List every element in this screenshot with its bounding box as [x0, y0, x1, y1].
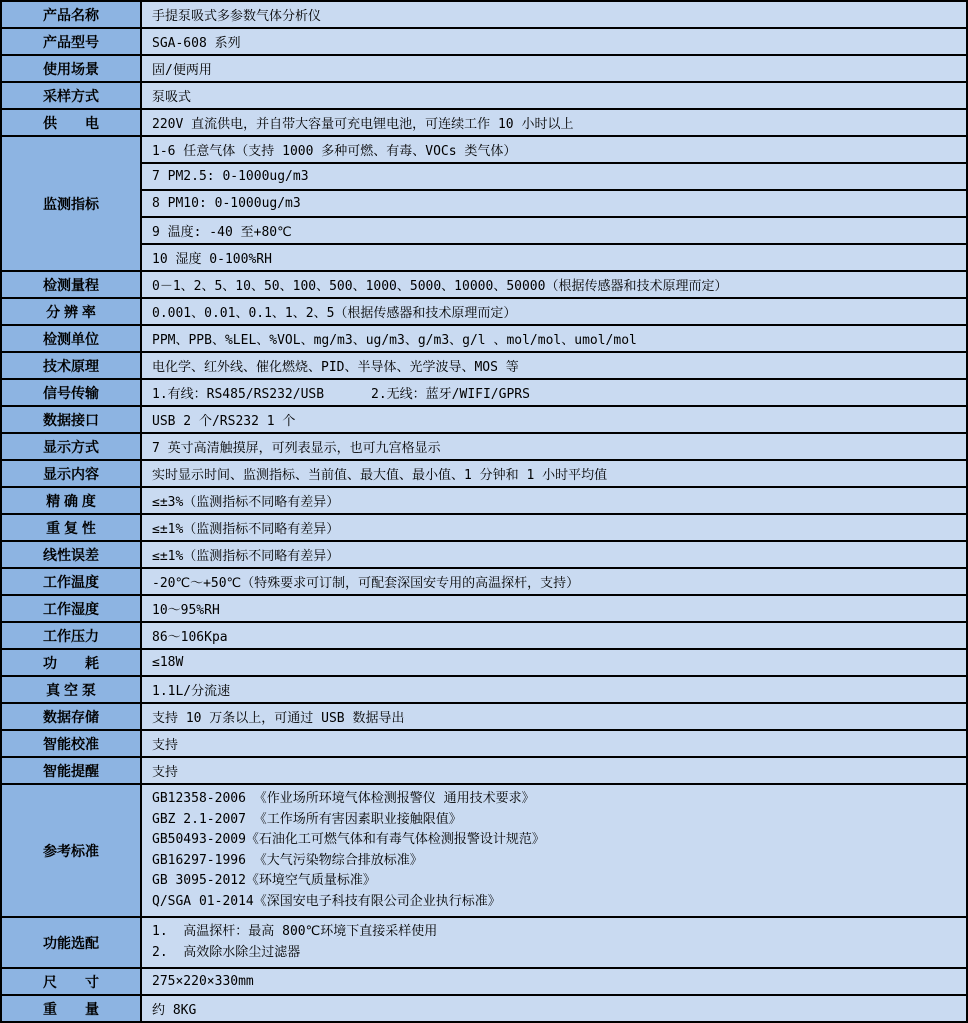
- spec-value: 9 温度: -40 至+80℃: [141, 217, 967, 244]
- spec-row: [1, 55, 967, 82]
- spec-value-line: GB16297-1996 《大气污染物综合排放标准》: [152, 852, 423, 868]
- spec-label: 分 辨 率: [1, 298, 141, 325]
- spec-label: 工作湿度: [1, 595, 141, 622]
- spec-label: 真 空 泵: [1, 676, 141, 703]
- spec-row: [1, 28, 967, 55]
- spec-label: 技术原理: [1, 352, 141, 379]
- spec-row: [1, 703, 967, 730]
- spec-value-line: GB 3095-2012《环境空气质量标准》: [152, 873, 376, 888]
- spec-value: 86～106Kpa: [141, 622, 967, 649]
- spec-label: 重 复 性: [1, 514, 141, 541]
- spec-row: [1, 433, 967, 460]
- spec-row: [1, 1, 967, 28]
- spec-label: 参考标准: [1, 784, 141, 917]
- spec-label: 尺 寸: [1, 968, 141, 995]
- spec-row: [1, 622, 967, 649]
- spec-value: ≤±1%（监测指标不同略有差异）: [141, 514, 967, 541]
- spec-value: 支持 10 万条以上，可通过 USB 数据导出: [141, 703, 967, 730]
- spec-label: 功 耗: [1, 649, 141, 676]
- spec-value: 275×220×330mm: [141, 968, 967, 995]
- spec-label: 数据接口: [1, 406, 141, 433]
- spec-label: 采样方式: [1, 82, 141, 109]
- spec-value-line: GB12358-2006 《作业场所环境气体检测报警仪 通用技术要求》: [152, 791, 535, 806]
- spec-value-line: 1. 高温探杆：最高 800℃环境下直接采样使用: [152, 924, 438, 939]
- spec-value: 220V 直流供电，并自带大容量可充电锂电池，可连续工作 10 小时以上: [141, 109, 967, 136]
- spec-value: SGA-608 系列: [141, 28, 967, 55]
- spec-value: PPM、PPB、%LEL、%VOL、mg/m3、ug/m3、g/m3、g/l 、mol/mol、umol/mol: [141, 325, 967, 352]
- spec-row: [1, 163, 967, 190]
- spec-row: [1, 487, 967, 514]
- spec-value: 约 8KG: [141, 995, 967, 1022]
- spec-row: [1, 136, 967, 163]
- spec-label: 产品名称: [1, 1, 141, 28]
- spec-row: [1, 730, 967, 757]
- spec-row: [1, 190, 967, 217]
- spec-row: [1, 595, 967, 622]
- spec-label: 监测指标: [1, 136, 141, 271]
- spec-value-line: GBZ 2.1-2007 《工作场所有害因素职业接触限值》: [152, 811, 462, 827]
- spec-row: [1, 217, 967, 244]
- spec-value: 固/便两用: [141, 55, 967, 82]
- spec-label: 显示内容: [1, 460, 141, 487]
- spec-value: 8 PM10: 0-1000ug/m3: [141, 190, 967, 217]
- spec-label: 检测量程: [1, 271, 141, 298]
- spec-row: [1, 968, 967, 995]
- spec-row: [1, 514, 967, 541]
- spec-label: 显示方式: [1, 433, 141, 460]
- spec-value: 10～95%RH: [141, 595, 967, 622]
- spec-value: 0.001、0.01、0.1、1、2、5（根据传感器和技术原理而定）: [141, 298, 967, 325]
- spec-row: [1, 82, 967, 109]
- spec-label: 重 量: [1, 995, 141, 1022]
- spec-value: 支持: [141, 730, 967, 757]
- spec-value-multiline: [141, 784, 967, 917]
- spec-value: 手提泵吸式多参数气体分析仪: [141, 1, 967, 28]
- spec-label: 智能校准: [1, 730, 141, 757]
- spec-label: 信号传输: [1, 379, 141, 406]
- spec-value: 实时显示时间、监测指标、当前值、最大值、最小值、1 分钟和 1 小时平均值: [141, 460, 967, 487]
- spec-row: [1, 676, 967, 703]
- spec-value: 泵吸式: [141, 82, 967, 109]
- spec-label: 工作压力: [1, 622, 141, 649]
- spec-row: [1, 325, 967, 352]
- spec-value: ≤±3%（监测指标不同略有差异）: [141, 487, 967, 514]
- spec-label: 检测单位: [1, 325, 141, 352]
- spec-row: [1, 406, 967, 433]
- spec-value-line: 2. 高效除水除尘过滤器: [152, 944, 301, 960]
- spec-row: [1, 995, 967, 1022]
- spec-row: [1, 298, 967, 325]
- spec-table-body: [1, 1, 967, 1022]
- spec-value: ≤18W: [141, 649, 967, 676]
- spec-row: [1, 541, 967, 568]
- spec-value: 1.有线：RS485/RS232/USB 2.无线：蓝牙/WIFI/GPRS: [141, 379, 967, 406]
- spec-label: 精 确 度: [1, 487, 141, 514]
- spec-row: [1, 757, 967, 784]
- spec-label: 线性误差: [1, 541, 141, 568]
- spec-label: 使用场景: [1, 55, 141, 82]
- spec-label: 智能提醒: [1, 757, 141, 784]
- spec-row: [1, 784, 967, 917]
- spec-label: 工作温度: [1, 568, 141, 595]
- spec-row: [1, 109, 967, 136]
- spec-value: 7 PM2.5: 0-1000ug/m3: [141, 163, 967, 190]
- spec-value: 电化学、红外线、催化燃烧、PID、半导体、光学波导、MOS 等: [141, 352, 967, 379]
- spec-value: 7 英寸高清触摸屏，可列表显示，也可九宫格显示: [141, 433, 967, 460]
- spec-label: 产品型号: [1, 28, 141, 55]
- spec-row: [1, 568, 967, 595]
- spec-value-line: GB50493-2009《石油化工可燃气体和有毒气体检测报警设计规范》: [152, 832, 545, 847]
- spec-value: -20℃～+50℃（特殊要求可订制，可配套深国安专用的高温探杆，支持）: [141, 568, 967, 595]
- spec-value: 0－1、2、5、10、50、100、500、1000、5000、10000、50000（根据传感器和技术原理而定）: [141, 271, 967, 298]
- spec-value: 10 湿度 0-100%RH: [141, 244, 967, 271]
- spec-label: 供 电: [1, 109, 141, 136]
- spec-row: [1, 271, 967, 298]
- spec-label: 功能选配: [1, 917, 141, 968]
- spec-row: [1, 379, 967, 406]
- spec-row: [1, 917, 967, 968]
- spec-value: ≤±1%（监测指标不同略有差异）: [141, 541, 967, 568]
- spec-value: USB 2 个/RS232 1 个: [141, 406, 967, 433]
- spec-value: 1-6 任意气体（支持 1000 多种可燃、有毒、VOCs 类气体）: [141, 136, 967, 163]
- spec-value-multiline: [141, 917, 967, 968]
- spec-value: 支持: [141, 757, 967, 784]
- spec-label: 数据存储: [1, 703, 141, 730]
- spec-row: [1, 460, 967, 487]
- spec-value-line: Q/SGA 01-2014《深国安电子科技有限公司企业执行标准》: [152, 893, 501, 909]
- spec-row: [1, 649, 967, 676]
- spec-value: 1.1L/分流速: [141, 676, 967, 703]
- spec-row: [1, 352, 967, 379]
- spec-row: [1, 244, 967, 271]
